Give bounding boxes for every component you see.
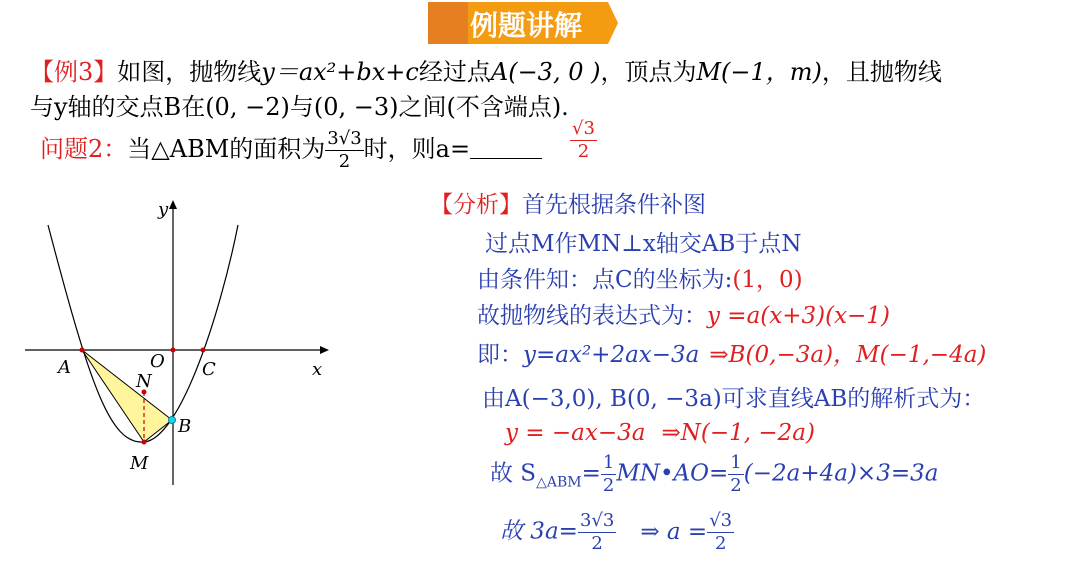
text: ，且抛物线 xyxy=(821,58,942,86)
point-b xyxy=(169,417,176,424)
text: 当△ABM的面积为 xyxy=(127,135,326,163)
question-line xyxy=(40,128,542,173)
x-axis-label: x xyxy=(312,359,323,380)
factored-form: y =a(x+3)(x−1) xyxy=(707,303,890,329)
point-a-label: A(−3, 0 ) xyxy=(490,58,601,86)
problem-line-2: 与y轴的交点B在(0, −2)与(0, −3)之间(不含端点). xyxy=(30,93,569,121)
text: 即： xyxy=(477,342,523,368)
label-a: A xyxy=(58,357,71,378)
analysis-heading xyxy=(430,186,706,219)
analysis-line-3 xyxy=(477,297,890,330)
y-axis-label: y xyxy=(158,199,169,220)
point-a xyxy=(80,348,85,353)
problem-line-1 xyxy=(30,52,942,87)
text: 故抛物线的表达式为： xyxy=(477,303,707,329)
vertex-label: M(−1，m) xyxy=(696,58,822,86)
label-c: C xyxy=(202,359,216,380)
question-label: 问题2： xyxy=(40,135,128,163)
text: 如图，抛物线 xyxy=(117,58,262,86)
point-c-coord: (1，0) xyxy=(732,267,803,293)
points-b-m: ⇒B(0,−3a)，M(−1,−4a) xyxy=(709,342,987,368)
label-n: N xyxy=(136,371,152,392)
point-m xyxy=(142,440,147,445)
analysis-line-4 xyxy=(477,336,986,369)
analysis-line-1: 过点M作MN⊥x轴交AB于点N xyxy=(485,231,802,257)
answer-fraction: $\frac{√3}{2}$ xyxy=(572,118,595,162)
label-b: B xyxy=(178,416,192,437)
expanded-form: y=ax²+2ax−3a xyxy=(523,342,700,368)
text: 时，则a= xyxy=(363,135,471,163)
label-o: O xyxy=(150,351,165,372)
analysis-line-7: 故 $S_{\triangle ABM}=$ $\frac{1}{2}$ MN•AO= $\frac{1}{2}$ (−2a+4a)×3=3a xyxy=(490,452,939,496)
analysis-tag: 【分析】 xyxy=(430,192,522,218)
x-axis-arrow xyxy=(320,346,329,354)
area-fraction: $\frac{3√3}{2}$ xyxy=(327,128,362,172)
answer-blank xyxy=(470,157,542,159)
analysis-line-8: 故 3a= $\frac{3√3}{2}$ ⇒ a = $\frac{√3}{2}$ xyxy=(500,510,733,554)
parabola-graph xyxy=(20,195,340,495)
point-n-coord: ⇒N(−1, −2a) xyxy=(661,420,815,446)
point-o xyxy=(171,348,176,353)
line-ab-eq: y = −ax−3a xyxy=(505,420,646,446)
text: 由条件知：点C的坐标为: xyxy=(477,267,733,293)
label-m: M xyxy=(130,453,149,474)
point-c xyxy=(201,348,206,353)
y-axis-arrow xyxy=(169,200,177,209)
text: 经过点 xyxy=(418,58,491,86)
banner-title: 例题讲解 xyxy=(470,9,583,42)
analysis-line-6 xyxy=(505,420,815,446)
analysis-line-2 xyxy=(477,261,803,294)
analysis-line-5: 由A(−3,0), B(0, −3a)可求直线AB的解析式为： xyxy=(482,386,986,412)
text: ，顶点为 xyxy=(600,58,697,86)
analysis-head: 首先根据条件补图 xyxy=(522,192,706,218)
example-tag: 【例3】 xyxy=(30,58,118,86)
equation: y＝ax²+bx+c xyxy=(261,58,419,86)
